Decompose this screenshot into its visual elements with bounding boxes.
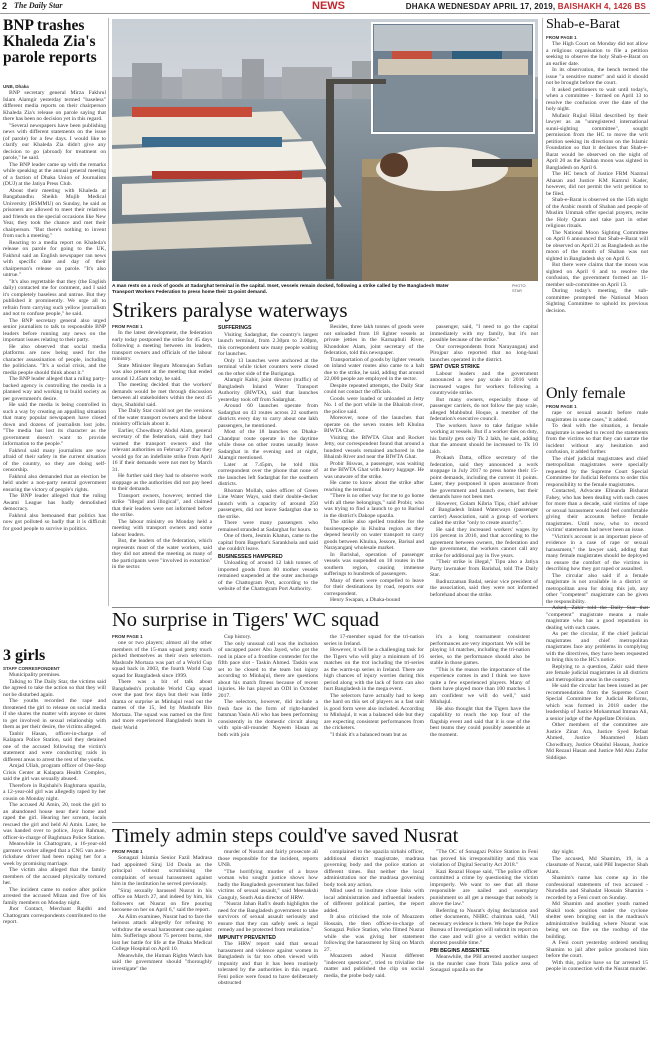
strikers-col-1 — [112, 330, 212, 604]
paragraph: The strike also spelled troubles for the businesspeople in Khulna region as they depend heavily on water transport to carry goods between Khulna, Jessore, Barisal and Narayanganj wholesale market. — [324, 519, 424, 551]
paragraph: Labour leaders and the government announced a new pay scale in 2016 with increased wages for workers following a countrywide strike. — [430, 370, 538, 396]
section-divider — [112, 822, 650, 823]
paragraph: Therefore in Rajshahi's Baghmara upazila, a 12-year-old girl was allegedly raped by her cousin on Monday night. — [3, 782, 106, 802]
paragraph: "The OC of Sonagazi Police Station in Feni has proved his irresponsibility and this was violation of Digital Security Act 2018." — [430, 849, 538, 868]
paragraph: the 17-member squad for the tri-nation series in Ireland. — [324, 634, 424, 647]
paragraph: Earlier, Chowdhury Abdul Alam, general secretary of the federation, said they had warned the transport owners and the relevant authorities on February 27 that they would go for an indefinite strike from April 16 if their demands were not met by March 31. — [112, 427, 212, 473]
paragraph: Cup history. — [224, 634, 252, 640]
strikers-col-4 — [430, 324, 538, 604]
paragraph: Referring to Nusrat's dying declaration and other documents, NHRC chairman said, "All necessary evidence is there. We hope the Police Bureau of Investigation will submit its report on the case and will give a verdict within the shortest possible time." — [430, 907, 538, 946]
threegirls-byline: STAFF CORRESPONDENT — [3, 666, 60, 671]
paragraph: "Several newspapers have been publishing news with different statements on the issue (of parole) for a few days. I would like to clarify our Khaleda Zia didn't give any decision to go (abroad) for treatment on parole," he said. — [3, 122, 106, 161]
strikers-byline: FROM PAGE 1 — [112, 324, 143, 329]
paragraph: The selectors, however, did include a fresh face in the form of right-handed batsman Yasin Ali who has been performing consistently in the domestic circuit along with spin-all-rounder Nayeem Hasan as both with join — [218, 699, 318, 738]
paper-name: The Daily Star — [14, 1, 63, 10]
paragraph: Besides, three lakh tonnes of goods were not unloaded from 18 lighter vessels at private jetties in the Karnaphuli River, Khondoker Alam, joint secretary of the federation, told this newspaper. — [324, 324, 424, 356]
paragraph: Shamim's name has come up in the confessional statements of two accused - Nuruddin and Shahadat Hossain Shamim - recorded by a Feni court on Sunday. — [546, 875, 648, 901]
paragraph: Visiting the BIWTA Ghat and Rocket Jetty, our correspondent found that around a hundred vessels remained anchored in the Bhairab River and near the BIWTA Ghat. — [324, 434, 424, 460]
paragraph: Meanwhile, the Human Rights Watch has said the government should "thoroughly investigate" the — [112, 952, 212, 972]
strikers-col-2 — [218, 324, 318, 604]
paragraph: one or two players; almost all the other members of the 15-man squad pretty much picked themselves as their own selectors. Mashrafe Mortaza was part of a World Cup squad back in 2003, the fourth World Cup squad for Bangladesh since 1999. — [112, 640, 212, 679]
paragraph: Meanwhile, the PBI arrested another suspect in the murder case from Tala police area of Sonagazi upazila on the — [430, 954, 538, 973]
paragraph: As Alim examinee, Nusrat had to face the heinous attack allegedly for refusing to withdraw the sexual harassment case against him. Sufferings about 75 percent burns, she lost her battle for life at the Dhaka Medical College Hospital on April 10. — [112, 913, 212, 952]
paragraph: The circular also said if a female magistrate is not available in a district or metropolitan area for doing this job, any other "competent" magistrate can be given the responsibility. — [546, 572, 648, 605]
onlyfemale-byline: FROM PAGE 1 — [546, 404, 577, 409]
paragraph: murder of Nusrat and fairly prosecute all those responsible for the incident, reports UNB. — [218, 849, 318, 868]
paragraph: complained to the upazila nirbahi officer, additional district magistrate, madrasa governing body and the police station at different times. But neither the local administration nor the madrasa governing body took any action. — [324, 849, 424, 888]
paragraph: Most of the 18 launches on Dhaka-Chandpur route operate in the daytime while those on other routes usually leave Sadarghat in the evening and at night, Alamgir mentioned. — [218, 429, 318, 461]
paragraph: The High Court on Monday did not allow a religious organisation to file a petition seeking to observe the holy Shab-e-Barat on an earlier date. — [546, 41, 648, 67]
paragraph: Replying to a question, Zakir said there are female judicial magistrates in all districts and metropolitan areas in the country. — [546, 663, 648, 683]
paragraph: The Daily Star could not get the versions of the water transport owners and the labour ministry officials about it. — [112, 408, 212, 427]
paragraph: Only 13 launches were anchored at the terminal while ticket counters were closed on the other side of the Buriganga. — [218, 357, 318, 377]
paragraph: Unloading of around 12 lakh tonnes of imported goods from 80 mother vessels remained suspended at the outer anchorage of the Chattogram Port, according to the website of the Chattogram Port Authority. — [218, 560, 318, 592]
paragraph: State Minister Begum Monnujan Sufian was also present at the meeting that ended around 12.45am today, he said. — [112, 362, 212, 382]
paragraph: Badiuzzaman Badal, senior vice president of the association, said they were not informed beforehand about the strike. — [430, 578, 538, 598]
paragraph: Sonagazi Islamia Senior Fazil Madrasa had appointed Siraj Ud Doula as the principal without scrutinising the complaints of sexual harassment against him in the institution he served previously. — [112, 855, 212, 887]
subheading: PBI BEGINS ABSENTEE — [430, 947, 490, 954]
strikers-headline: Strikers paralyse waterways — [112, 298, 348, 322]
paragraph: Our correspondents from Narayanganj and Pirojpur also reported that no long-haul launches operated in the district. — [430, 343, 538, 363]
paragraph: One of them, Jesmin Khatun, came to the capital from Bagerhat's Sarankhola and said she couldn't leave. — [218, 533, 318, 552]
paragraph: The accused, Md Shamim, 19, is a classmate of Nusrat, said PBI Inspector Shah Alam. — [546, 855, 648, 875]
paragraph: It also criticised the role of Moazzem Hossain, the then officer-in-charge of Sonagazi Police Station, who filmed Nusrat while she was giving her statement following the harassment by Siraj on March 27. — [324, 914, 424, 953]
paragraph: "Victim's account is an important piece of evidence in a case of rape or sexual harassment," the lawyer said, adding that many female magistrates should be deployed to ensure the comfort of the victims in describing how they got raped or assaulted. — [546, 533, 648, 572]
onlyfemale-headline: Only female — [546, 385, 626, 402]
paragraph: The accused Al Amin, 20, took the girl to an abandoned house near their home and raped the girl. Hearing her scream, locals rescued the girl and held Al Amin. Later, he was handed over to police, Joyat Rahman, officer-in-charge of Baghmara Police Station. — [3, 802, 106, 841]
paragraph: He also thought that the Tigers have the capability to reach the top four of the flagship event and said that it is one of the best teams they could possibly assemble at the moment. — [430, 705, 530, 738]
tigers-byline: FROM PAGE 1 — [112, 634, 143, 639]
paragraph: Around 60 launches operate from Sadarghat on 43 routes across 22 southern districts every day to carry about one lakh passengers, he mentioned. — [218, 403, 318, 429]
date-line: DHAKA WEDNESDAY APRIL 17, 2019, BAISHAKH 4, 1426 BS — [405, 2, 646, 11]
nusrat-col-5 — [546, 849, 648, 1045]
threegirls-body — [3, 672, 106, 1044]
paragraph: The National Moon Sighting Committee on April 6 announced that Shab-e-Barat will be observed on April 21 as Bangladesh as the moon of the month of Shaban was not sighted in Bangladesh sky on April 6. — [546, 229, 648, 262]
khaleda-headline: BNP trashes Khaleda Zia's parole reports — [3, 17, 97, 66]
subheading: SUFFERINGS — [218, 325, 252, 331]
paragraph: BNP secretary general Mirza Fakhrul Islam Alamgir yesterday termed "baseless" different media reports on their chairperson Khaleda Zia's release on parole saying that there has been no decision yet in this regard. — [3, 90, 106, 122]
nusrat-col-2 — [218, 849, 318, 1045]
news-photo — [112, 19, 538, 281]
paragraph: During today's meeting, the sub-committee prompted the National Moon Sighting Committee to uphold its previous decision. — [546, 288, 648, 314]
bangla-date: BAISHAKH 4, 1426 BS — [557, 2, 646, 11]
paragraph: There were many passengers who remained stranded at Sadarghat for hours. — [218, 520, 318, 533]
paragraph: "Their strike is illegal," Tipu also a Jatiya Party lawmaker from Barishal, told The Daily Star. — [430, 559, 538, 578]
paragraph: "There is no other way for me to go home with all these belongings," said Probir, who was trying to find a launch to go to Barisal in the district's Dakope upazila. — [324, 493, 424, 519]
paragraph: To deal with the situation, a female magistrate is needed to record the statements from the victims so that they can narrate the incident without any hesitation and confusion, it added further. — [546, 423, 648, 455]
paragraph: Shab-e-Barat is observed on the 15th night of the Arabic month of Shaban and people of Muslim Ummah offer special prayers, recite the Holy Quran and take part in other religious rituals. — [546, 197, 648, 229]
tigers-col-2 — [218, 634, 318, 820]
paragraph: He said they increased workers' wages by 116 percent in 2016, and that according to the agreement between owners, the federation and the government, the workers cannot call any strike for additional pay in five years. — [430, 526, 538, 559]
khaleda-body — [3, 90, 106, 643]
paragraph: passenger, said, "I need to go the capital immediately with my family, but it's not possible because of the strike." — [430, 324, 538, 343]
photo-caption: A man rests on a rock of goods at Sadarghat terminal in the capital. Inset, vessels remain docked, following a strike called by the Bangladesh Water Transport Workers Federation to press home their 11-point demand. — [112, 284, 449, 295]
paragraph: The HRW report said that sexual harassment and violence against women in Bangladesh is far too often viewed with impunity and that it has been routinely tolerated by the authorities in this regard. Feni police were found to have deliberately obstructed — [218, 941, 318, 986]
photo-credit: PHOTO: STAR — [512, 284, 527, 293]
subheading: IMPUNITY PREVENTED — [218, 934, 276, 941]
strikers-col-3 — [324, 324, 424, 604]
paragraph: "This is the reason the importance of the experience comes in and I think we have quite a few experienced players. Many of them have played more than 100 matches. I am confident we will do well," said Minhajul. — [430, 666, 530, 705]
paragraph: it's a long tournament consistent performances are very important. We will be playing 14 matches, including the tri-nation series, so the performance should also be stable in those games. — [430, 634, 530, 666]
page-number: 2 — [2, 1, 8, 11]
subheading: BUSINESSES HAMPERED — [218, 553, 283, 560]
paragraph: Rhoman Mollah, sales officer of Green Line Water Ways, said their double-decker launch with a capacity of around 250 passengers, did not leave Sadarghat due to the strike. — [218, 487, 318, 520]
paragraph: Contacted, Advocate Elinanda Bisharat Fahey, who has been dealing with such cases for more than a decade, said victims of rape or sexual harassment would feel comfortable giving their accounts before female magistrates. Until now, who to record victims' statements had never been an issue. — [546, 488, 648, 533]
paragraph: Kazi Reazul Hoque said, "The police officer committed a crime by questioning the victim improperly. We want to see that all those responsible are nailed and exemplary punishment so all get a message that nobody is above the law." — [430, 868, 538, 907]
paragraph: Later at 7.45pm, he told this correspondent over the phone that none of the launches left Sadarghat for the southern districts. — [218, 461, 318, 487]
paragraph: He said the circular has been issued as per recommendation from the Supreme Court Special Committee for Judicial Reforms, which was formed in 2018 under the leadership of Justice Mohammad Imman Ali, a senior judge of the Appellate Division. — [546, 683, 648, 722]
paragraph: The only unusual call was the inclusion of uncapped pacer Abu Jayed, who got the nod in place of a frontline contender for the fifth pace slot - Taskin Ahmed. Taskin was set to be closed to the team but injury according to Minhajul, there are questions about his match fitness because of recent injuries. He has played an ODI in October 2017. — [218, 640, 318, 699]
paragraph: The victim also alleged that the family members of the accused physically tortured her. — [3, 867, 106, 886]
paragraph: As per the circular, if the chief judicial magistrates and chief metropolitan magistrates face any problems in complying with the directives, they have been requested to bring this to the HC's notice. — [546, 631, 648, 663]
paragraph: Moreover, none of the launches that operate on the seven routes left Khulna BIWTA Ghat. — [324, 415, 424, 434]
threegirls-headline: 3 girls — [3, 647, 46, 664]
paragraph: In the latest development, the federation early today postponed the strike for 45 days following a meeting between its leaders, transport owners and officials of the labour ministry. — [112, 330, 212, 362]
paragraph: Tanbir Hasan, officer-in-charge of Kalapara Police Station, said they detained one of the accused following the victim's statement and were conducting raids in different areas to arrest the rest of the youths. — [3, 730, 106, 763]
paragraph: He also observed that social media platforms are now being used for the character assassination of people, including the politicians. "It's a social crisis, and the media people should think about it." — [3, 343, 106, 376]
paragraph: However, Golam Kibria Tipu, chief adviser of Bangladesh Inland Waterways (passenger carrier) Association, said a group of workers called the strike "only to create anarchy". — [430, 500, 538, 526]
paragraph: The labour ministry on Monday held a meeting with transport owners and some labour leaders. — [112, 518, 212, 538]
paragraph: However, it will be a challenging task for the Tigers who will play a minimum of 16 matches on the trot including the tri-series as the warm-up series in Ireland. There are high chances of injury worries during this period along with the lack of form can also hurt Bangladesh in the mega event. — [324, 647, 424, 692]
paragraph: "It's also regrettable that they (the English daily) contacted me for comment, and I said it's completely baseless and untrue. But they published it prominently. We urge all to refrain from carrying such yellow journalism and not to confuse people," he said. — [3, 278, 106, 317]
paragraph: Prokash Datta, office secretary of the federation, said they announced a work stoppage in July 2017 to press home their 15-point demands, including the current 11 points. Later, they postponed it upon assurance from the government and launch owners, but their demands have not been met. — [430, 455, 538, 500]
nusrat-col-3 — [324, 849, 424, 1045]
khaleda-byline: UNB, Dhaka — [3, 84, 29, 89]
paragraph: Fakhrul also bemoaned that politics has now got polluted so badly that it is difficult for good people to survive in politics. — [3, 512, 106, 532]
paragraph: Alamgir Kabir, joint director (traffic) of Bangladesh Inland Water Transport Authority (BIWTA), said that launches yesterday took off from Sadarghat. — [218, 377, 318, 403]
paragraph: There was a bit of talk about Bangladesh's probable World Cup squad over the past few days but their was little drama or surprise as Minhajul read out the names of the 15, led by Mashrafe Bin Mortaza. The squad was named on the first and more experienced Bangladesh team in their World — [112, 679, 212, 731]
paragraph: He further said they had to observe work stoppage as the authorities did not pay heed to their demands. — [112, 473, 212, 492]
paragraph: The BNP leader alleged that the ruling Awami League has badly demolished democracy. — [3, 493, 106, 512]
subheading: SPAT OVER STRIKE — [430, 364, 480, 370]
paragraph: Moazzem asked Nusrat different "indecent questions", tried to trivialise the matter and published the clip on social media, the probe body said. — [324, 953, 424, 979]
paragraph: Many of them were compelled to leave for their destinations by road, reports our correspondent. — [324, 577, 424, 597]
paragraph: The BNP secretary general also urged senior journalists to talk to responsible BNP leaders before running any news on the important issues relating to their party. — [3, 317, 106, 343]
paragraph: But there were claims that the moon was sighted on April 6 and to resolve the confusion, the government formed an 11-member sub-committee on April 13. — [546, 262, 648, 288]
paragraph: Other members of the committee are Justice Zinat Ara, Justice Syed Refaat Ahmed, Justice Moammed Islam Chowdhury, Justice Obaidul Hassan, Justice Md Rezaul Hasan and Justice Md Abu Zafor Siddique. — [546, 722, 648, 761]
column-rule — [542, 18, 543, 606]
paragraph: "Siraj sexually harassed Nusrat in his office on March 27, and indeed by him, his followers set Nusrat on fire pouring kerosene on her on April 6," said the report. — [112, 887, 212, 913]
paragraph: rape or sexual assault before male magistrates in some cases," it added. — [546, 410, 648, 423]
paragraph: With this, police have so far arrested 15 people in connection with the Nusrat murder. — [546, 959, 648, 972]
paragraph: "The horrifying murder of a brave woman who sought justice shows how badly the Bangladesh government has failed victims of sexual assault," said Meenakshi Ganguly, South Asia director of HRW. — [218, 868, 318, 901]
onlyfemale-body-cont — [546, 610, 648, 820]
shabe-body — [546, 41, 648, 381]
nusrat-col-4 — [430, 849, 538, 1045]
column-rule — [108, 18, 109, 310]
paragraph: Visiting Sadarghat, the country's largest launch terminal, from 2.30pm to 3.00pm, this correspondent saw many people waiting for launches. — [218, 331, 318, 357]
paragraph: But many owners, especially those of passenger carriers, do not follow the pay scale, alleged Mahbubul Hoque, a member of the federation's executive council. — [430, 396, 538, 422]
paragraph: The HC bench of Justice FRM Nazmul Ahasan and Justice KM Kamrul Kader, however, did not permit the writ petition to be filed. — [546, 171, 648, 197]
nusrat-byline: FROM PAGE 1 — [112, 849, 143, 854]
paragraph: Transportation of goods by lighter vessels on inland water routes also came to a halt due to the strike, he said, adding that around 22,000 people are employed in the sector. — [324, 356, 424, 382]
paragraph: The incident came to notice after police arrested the accused Mizan and five of his family members on Monday night. — [3, 886, 106, 906]
paragraph: The workers have to take fatigue while working at vessels. But if a worker dies on duty, his family gets only Tk 2 lakh, he said, adding that the amount should be increased to Tk 10 lakh. — [430, 422, 538, 455]
paragraph: In Barishal, operation of passenger vessels was suspended on 18 routes in the southern region, causing immense sufferings to hundreds of passengers. — [324, 551, 424, 577]
paragraph: The meeting decided that the workers' demands would be met through discussion between all stakeholders within the next 45 days, Shahidul said. — [112, 382, 212, 408]
paragraph: Fakhrul also demanded that an election be held under a non-party neutral government ensuring the victory of people's rights. — [3, 473, 106, 493]
paragraph: Henry Swapan, a Dhaka-bound — [330, 597, 401, 603]
paragraph: The chief judicial magistrates and chief metropolitan magistrates were specially requested by the Supreme Court Special Committee for Judicial Reforms to order this responsibility to the female magistrates. — [546, 455, 648, 488]
tigers-headline: No surprise in Tigers' WC squad — [112, 609, 379, 631]
shabe-byline: FROM PAGE 1 — [546, 35, 577, 40]
paragraph: "Nusrat Jahan Rafi's death highlights the need for the Bangladesh government to take survivors of sexual assault seriously and ensure that they can safely seek a legal remedy and be protected from retaliation." — [218, 901, 318, 933]
paragraph: The youths recorded the rape and threatened the girl to release on social media if she shares the matter with anyone or dares to get involved in sexual relationship with them as per their desire, the victims alleged. — [3, 698, 106, 730]
paragraph: Probir Biswas, a passenger, was waiting at the BIWTA Ghat with heavy luggage. He was unaware of the strike. — [324, 460, 424, 480]
paragraph: He came to know about the strike after reaching the terminal. — [324, 480, 424, 493]
paragraph: Fakhrul said many journalists are now afraid of their safety in the current situation of the country, so they are doing self-censorship. — [3, 447, 106, 473]
paragraph: day night. — [552, 849, 575, 855]
paragraph: Municipality premises. — [9, 672, 61, 678]
shabe-headline: Shab-e-Barat — [546, 17, 620, 32]
nusrat-headline: Timely admin steps could've saved Nusrat — [112, 825, 459, 847]
paragraph: Mind used to institute close links with local administration and influential leaders of different political parties, the report added. — [324, 888, 424, 914]
paragraph: Reacting to a media report on Khaleda's release on parole for going to the UK, Fakhrul said an English newspaper ran news with specific date and day of their chairperson's release on parole. "It's also untrue." — [3, 239, 106, 278]
paragraph: But, the leaders of the federation, which represents most of the water workers, said they did not attend the meeting as many of the participants were "involved in extortion" in the sector. — [112, 538, 212, 570]
paragraph: Amjad Ullah, program officer of One-Stop Crisis Center at Kalapara Health Complex, said the girl was sexually abused. — [3, 763, 106, 782]
paragraph: Talking to The Daily Star, the victims said the agreed to take the action so that they will not be disturbed again. — [3, 678, 106, 698]
paragraph: Goods were loaded or unloaded at Jetty No. 1 of the port while in the Bhairab river, the police said. — [324, 395, 424, 415]
paragraph: A Feni court yesterday ordered sending Shamim to jail after police produced him before the court. — [546, 940, 648, 959]
onlyfemale-body — [546, 410, 648, 761]
section-label: NEWS — [312, 0, 345, 12]
paragraph: The BNP leader alleged that a ruling party-backed agency is controlling the media in a planned way and working to build society as per government's desire. — [3, 376, 106, 402]
column-rule — [108, 310, 109, 606]
paragraph: It asked petitioners to wait until today's, when a committee - formed on April 13 to resolve the confusion over the date of the holy night. — [546, 86, 648, 112]
paragraph: Md Shamim and another youth named Shakil took position under the cyclone shelter seen bringing out in the madrasa's administrative building where Nusrat was being set on fire on the rooftop of the building. — [546, 901, 648, 940]
tigers-col-1 — [112, 640, 212, 820]
tigers-col-3 — [324, 634, 424, 820]
nusrat-col-1 — [112, 855, 212, 1045]
tigers-col-4 — [430, 634, 530, 820]
paragraph: Mufasir Rujiul Hilal described by their lawyer as an "unregistered international sunni-sighting committee", sought permission from the HC to move the writ petition seeking its directions on the Islamic Foundation so that it declares that Shab-e-Barat would be observed on the night of April 20 as the Shaban moon was sighted in Bangladesh on April 6. — [546, 112, 648, 171]
paragraph: The selectors have actually had to keep the hard on this set of players as a fast unit is good form were also included. According to Minhajul, it was a balanced side but they are expecting consistent performances from the cricketers. — [324, 692, 424, 731]
paragraph: Jhor Contact, Merchant Rajdhi and Chattogram correspondents contributed to the report. — [3, 906, 106, 925]
sadarghat-photo — [112, 19, 538, 281]
paragraph: In its observation, the bench termed the issue "a sensitive matter" and said it should not be brought before the court. — [546, 67, 648, 86]
masthead-strip — [0, 0, 650, 14]
paragraph: "I think it's a balanced team but as — [330, 731, 407, 738]
paragraph: The BNP leader came up with the remarks while speaking at the annual general meeting of a faction of Dhaka Union of Journalists (DUJ) at the Jatiya Press Club. — [3, 161, 106, 187]
paragraph: Transport owners, however, termed the strike "illegal and illogical", and claimed that their leaders were not informed before the strike. — [112, 492, 212, 518]
paragraph: About their meeting with Khaleda at Bangabandhu Sheikh Mujib Medical University (BSMMU) on Sunday, he said as prisoners are allowed to meet their relatives and friends on the special occasions like New Year, they took the chance and met their chairperson. "But there's nothing to invent from such a meeting." — [3, 187, 106, 239]
paragraph: Asked, Zakir told the Daily Star that "competent" magistrate means a male magistrate who has a good reputation in dealing with such cases. — [546, 605, 648, 631]
paragraph: Meanwhile in Chattogram, a 16-year-old garment worker alleged that a CNG van auto-rickshaw driver had been raping her for a week by promising marriage. — [3, 841, 106, 867]
paragraph: Despite repeated attempts, the Daily Star could not contact the officials. — [324, 382, 424, 395]
paragraph: He said the media is being controlled in such a way by creating an appalling situation that many popular newspapers have closed down and dozens of journalists lost jobs. "The media has lost its character as the government doesn't want to provide information to the people." — [3, 402, 106, 447]
